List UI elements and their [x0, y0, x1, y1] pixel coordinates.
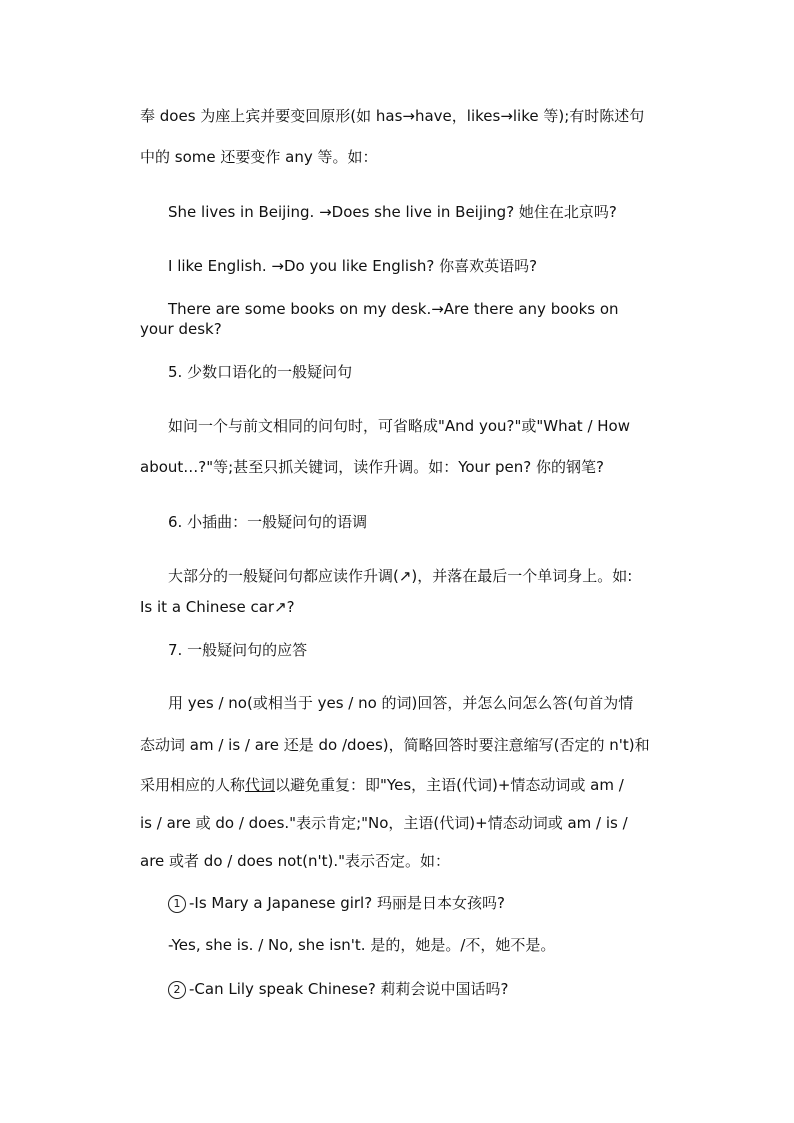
- text-run: 采用相应的人称: [140, 776, 246, 794]
- circled-number: 1: [168, 895, 186, 913]
- paragraph-line: are 或者 do / does not(n't)."表示否定。如：: [140, 852, 451, 870]
- example-answer: -Yes, she is. / No, she isn't. 是的，她是。/不，她不是。: [168, 936, 556, 954]
- paragraph-line: 奉 does 为座上宾并要变回原形(如 has→have，likes→like 等);有时陈述句: [140, 107, 645, 125]
- paragraph-line: 用 yes / no(或相当于 yes / no 的词)回答，并怎么问怎么答(句首为情: [168, 694, 634, 712]
- question-text: -Can Lily speak Chinese? 莉莉会说中国话吗?: [189, 980, 509, 998]
- text-run: 以避免重复：即"Yes，主语(代词)+情态动词或 am /: [275, 776, 624, 794]
- paragraph-line: 态动词 am / is / are 还是 do /does)，简略回答时要注意缩写(否定的 n't)和: [140, 736, 650, 754]
- example-sentence: There are some books on my desk.→Are there any books on your desk?: [140, 300, 619, 338]
- paragraph-line: 大部分的一般疑问句都应读作升调(↗)，并落在最后一个单词身上。如:: [168, 567, 633, 585]
- section-heading-7: 7. 一般疑问句的应答: [168, 641, 308, 659]
- section-heading-5: 5. 少数口语化的一般疑问句: [168, 363, 353, 381]
- paragraph-line: [140, 775, 646, 795]
- underlined-term: 代词: [245, 776, 276, 794]
- example-sentence: She lives in Beijing. →Does she live in Beijing? 她住在北京吗?: [168, 203, 617, 221]
- example-sentence: I like English. →Do you like English? 你喜欢英语吗?: [168, 257, 538, 275]
- section-heading-6: 6. 小插曲：一般疑问句的语调: [168, 513, 368, 531]
- paragraph-line: 如问一个与前文相同的问句时，可省略成"And you?"或"What / How: [168, 417, 631, 435]
- paragraph-line: Is it a Chinese car↗?: [140, 598, 295, 616]
- paragraph-line: is / are 或 do / does."表示肯定;"No，主语(代词)+情态动词或 am / is /: [140, 814, 628, 832]
- example-question: [168, 979, 646, 999]
- example-question: [168, 893, 646, 913]
- paragraph-line: about…?"等;甚至只抓关键词，读作升调。如：Your pen? 你的钢笔?: [140, 458, 604, 476]
- question-text: -Is Mary a Japanese girl? 玛丽是日本女孩吗?: [189, 894, 505, 912]
- circled-number: 2: [168, 981, 186, 999]
- paragraph-line: 中的 some 还要变作 any 等。如：: [140, 148, 378, 166]
